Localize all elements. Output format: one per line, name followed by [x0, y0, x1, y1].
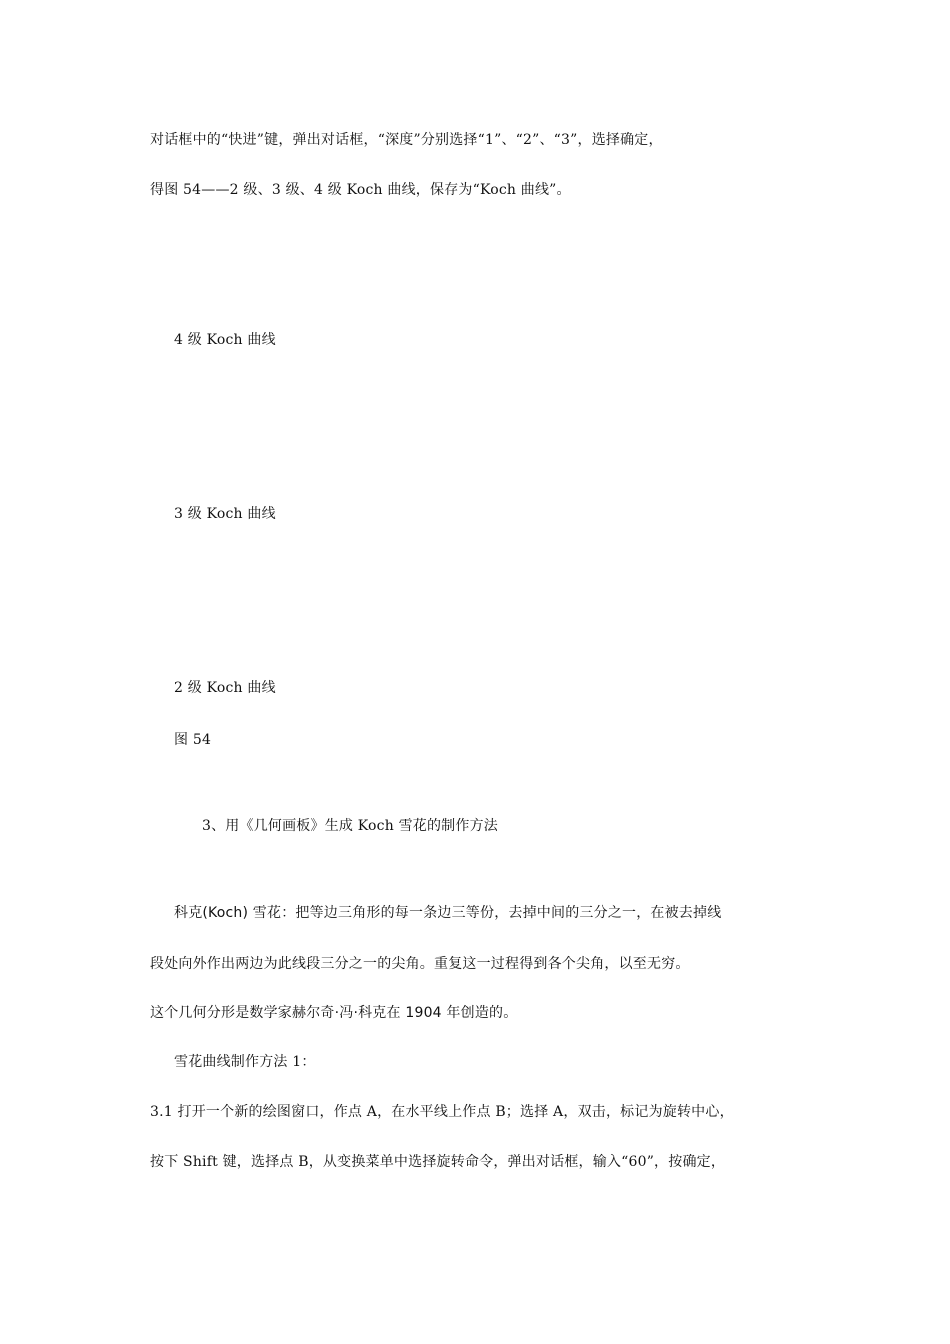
figure-caption-level-4: 4 级 Koch 曲线 — [174, 332, 276, 348]
figure-caption-level-2: 2 级 Koch 曲线 — [174, 680, 276, 696]
step-line: 3.1 打开一个新的绘图窗口，作点 A，在水平线上作点 B；选择 A，双击，标记为旋转中心， — [150, 1104, 734, 1120]
figure-caption-level-3: 3 级 Koch 曲线 — [174, 506, 276, 522]
step-line: 按下 Shift 键，选择点 B，从变换菜单中选择旋转命令，弹出对话框，输入“60”，按确定， — [150, 1154, 726, 1170]
figure-label: 图 54 — [174, 732, 212, 748]
method-title: 雪花曲线制作方法 1： — [174, 1054, 316, 1070]
section-heading: 3、用《几何画板》生成 Koch 雪花的制作方法 — [202, 818, 498, 834]
paragraph-line: 对话框中的“快进”键，弹出对话框，“深度”分别选择“1”、“2”、“3”，选择确定， — [150, 132, 663, 148]
paragraph-line: 得图 54——2 级、3 级、4 级 Koch 曲线，保存为“Koch 曲线”。 — [150, 182, 571, 198]
definition-line: 这个几何分形是数学家赫尔奇·冯·科克在 1904 年创造的。 — [150, 1005, 518, 1021]
definition-line: 科克(Koch) 雪花：把等边三角形的每一条边三等份，去掉中间的三分之一，在被去掉线 — [174, 905, 722, 921]
definition-line: 段处向外作出两边为此线段三分之一的尖角。重复这一过程得到各个尖角，以至无穷。 — [150, 956, 690, 972]
